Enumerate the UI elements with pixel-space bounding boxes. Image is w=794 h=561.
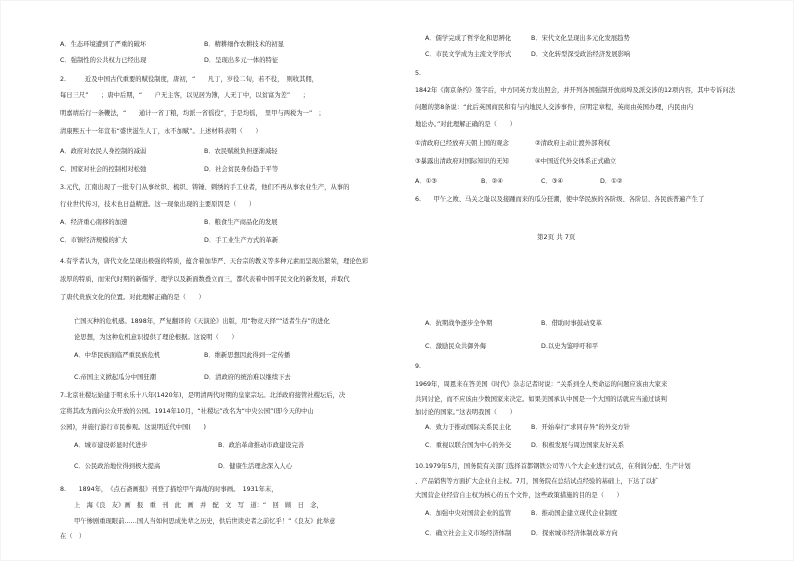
q9-line-1: 1969年，周恩来在答美国《时代》杂志记者时说：“关系到全人类命运的问题应该由大家来: [415, 381, 668, 388]
q2-line-4: 清康熙五十一年宣布“盛世滋生人丁，永不加赋”。上述材料表明（ ）: [60, 128, 262, 135]
q3-option-d: D．手工业生产方式的革新: [204, 237, 279, 244]
q5-option-b: B．宋代文化呈现出多元化发展趋势: [531, 35, 630, 42]
q5-option-d2: D．①②: [600, 178, 623, 185]
q9-option-d: D．积极发展与周边国家友好关系: [531, 442, 625, 449]
q5-statement-2: ②清政府主动让渡外部利权: [535, 140, 610, 147]
q7-option-d: D．健康生活理念深入人心: [218, 463, 293, 470]
q9-option-c: C．重视以联合国为中心的外交: [425, 442, 512, 449]
q7-option-b: B．政治革命推动市政建设完善: [218, 442, 305, 449]
q5-option-a2: A．①③: [415, 178, 437, 185]
q3-option-b: B．粮食生产商品化的发展: [204, 219, 278, 226]
q7-option-a: A．城市建设彰显时代进步: [74, 442, 148, 449]
q8-line-2: 上 海《良 友》画 报 重 刊 此 画 并 配 文 写 道：“ 回 顾 日 念，: [74, 502, 323, 509]
q2-option-a: A．政府对农民人身控制的减弱: [60, 148, 147, 155]
q2-option-d: D．社会贫民身份趋于平等: [204, 166, 279, 173]
q7-option-c: C．公民政治地位得到极大提高: [74, 463, 161, 470]
q10-option-c: C．确立社会主义市场经济体制: [425, 530, 512, 537]
q5-line-1: 1842年《南京条约》签字后，中方同英方发出照会，并开列各国强制开放商埠及派交涉的12项内容，其中专诉问法: [415, 87, 735, 94]
q1-option-c: C．强制性的公共权力已经出现: [60, 57, 147, 64]
q8-line-4: 在（ ）: [60, 533, 86, 540]
page-footer: 第2页 共 7页: [537, 233, 576, 241]
q1-option-b: B．精耕细作农耕技术的初显: [204, 41, 284, 48]
q8-option-c: C．激励民众共御外侮: [425, 343, 487, 350]
q4-line-1: 4.有学者认为，唐代文化呈现出极强的特质，蕴含着加华严、天台宗的教义等多种元素而呈现出繁荣，理论色彩: [60, 258, 369, 265]
q5-option-b2: B．②④: [481, 178, 503, 185]
q10-line-1: 10.1979年5月，国务院有关部门选择首都钢铁公司等八个大企业进行试点，在利润分配、生产计划: [415, 463, 691, 470]
q8-option-d: D.以史为鉴呼吁和平: [541, 343, 599, 350]
q2-option-b: B．农民赋税负担逐渐减轻: [204, 148, 278, 155]
q10-option-b: B．推动国企建立现代企业制度: [531, 510, 618, 517]
q5-statement-1: ①清政府已经放弃天朝上国的观念: [415, 140, 509, 147]
q1-option-d: D．呈现出多元一体的特征: [204, 57, 279, 64]
q9-line-3: 加讨论的国家。”这表明我国（ ）: [415, 409, 516, 416]
q2-line-2: 每日三尺” ；唐中后期，“ 户无主客，以见居为簿，人无丁中，以贫富为差” ；: [60, 92, 310, 99]
q9-option-b: B．开始奉行“求同存异”的外交方针: [531, 424, 631, 431]
q5-number: 5.: [415, 70, 422, 77]
q6-option-c: C.帝国主义掀起瓜分中国狂潮: [74, 374, 156, 381]
q8-line-1: 8. 1894年， 《点石斋画报》刊登了描绘甲午海战的时事画。 1931年末，: [60, 486, 278, 493]
q8-option-a: A．抗期战争逐步全争期: [425, 320, 493, 327]
q5-statement-4: ④中国近代外交体系正式确立: [535, 158, 617, 165]
q8-option-b: B．借助时事鼓动变革: [541, 320, 602, 327]
q10-option-d: D．探索城市经济体制改革方向: [531, 530, 618, 537]
q5-option-a: A．儒学完成了哲学化和思辨化: [425, 35, 512, 42]
q9-option-a: A．致力于推动国际关系民主化: [425, 424, 512, 431]
q4-line-2: 浓厚的特质，而宋代时期的新儒学、理学以及新面数叠立而三，都代表着中国平民文化的新发展，并取代: [60, 276, 350, 283]
q9-line-2: 共同讨论，而不应该由少数国家来决定。如果美国承认中国是一个大国的话就应当通过谈判: [415, 396, 667, 403]
q6-continued-line-2: 论思想，为这种危机意识提供了理论根据。这说明（ ）: [74, 334, 238, 341]
q1-option-a: A．生态环境遭到了严重的破坏: [60, 41, 147, 48]
q3-option-a: A．经济重心南移的加速: [60, 219, 128, 226]
q7-line-3: 公园)，并施行游行市民参观。这说明近代中国( ): [60, 424, 206, 431]
q3-option-c: C．市镇经济规模的扩大: [60, 237, 128, 244]
q6-option-b: B．维新思想因此得到一定传播: [204, 352, 291, 359]
q8-line-3: 甲午惨剧重现眼前……国人当如何思成先辈之历史，供后世读史者之前忆乎！”《良友》此举意: [74, 518, 336, 525]
q4-line-3: 了唐代贵族文化的位置。对此理解正确的是（ ）: [60, 294, 205, 301]
q3-line-2: 行业世代传习，技术也日益精进。这一现象出现的主要原因是（ ）: [60, 201, 256, 208]
q7-line-2: 定将其改为面向公众开放的公园。1914年10月，“社稷坛”改名为“中央公园”(即今天的中山: [60, 408, 314, 415]
q2-option-c: C．国家对社会的控制相对松弛: [60, 166, 147, 173]
q2-line-3: 明嘉靖后行一条鞭法，“ 通计一省丁粮，均派一省徭役”，于是均徭， 里甲与两税为一” ；: [60, 110, 325, 117]
q6-line-1: 6. 甲午之败、马关之耻以及接踵而来的瓜分狂潮，使中华民族的各阶级、各阶层、各民族普遍产生了: [415, 196, 705, 203]
q6-continued-line-1: 亡国灭种的危机感。1898年，严复翻译的《天演论》出版，用“物竞天择”“适者生存”的进化: [74, 318, 330, 325]
q7-line-1: 7.北京社稷坛始建于明永乐十八年(1420年)，是明清两代时期的皇家宗坛。北洋政府接管社稷坛后，决: [60, 392, 346, 399]
q10-line-3: 大国营企业经营自主权为核心的五个文件，这些政策措施的目的是（ ）: [415, 492, 623, 499]
q6-option-d: D．清政府的统治难以继续下去: [204, 374, 291, 381]
q5-option-c2: C．③④: [541, 178, 563, 185]
q6-option-a: A．中华民族面临严重民族危机: [74, 352, 161, 359]
q5-line-3: 地讼办。”对此理解正确的是（ ）: [415, 121, 516, 128]
q2-line-1: 2. 近及中国古代重要的赋役制度，唐初，“ 凡丁，岁役二旬，若不役， 则收其佣，: [60, 76, 318, 83]
q10-option-a: A．加强中央对国营企业的监管: [425, 510, 512, 517]
q5-option-c: C．市民文学成为主流文学形式: [425, 51, 512, 58]
q10-line-2: 、产品销售等方面扩大企业自主权。7月，国务院在总结试点经验的基础上，下达了以扩: [415, 478, 659, 485]
q5-option-d: D．文化转型深受政治经济发展影响: [531, 51, 631, 58]
q9-number: 9.: [415, 363, 422, 370]
q5-statement-3: ③暴露出清政府对国际知识的无知: [415, 158, 509, 165]
q5-line-2: 问题的第8条说：“此后英国商民和有与内地民人交涉事件，应明定章程，英商由英国办理，内民由内: [415, 104, 694, 111]
q3-line-1: 3.元代，江南出现了一批专门从事丝织、梳织、铸锤、刺绣的手工业者，他们不再从事农业生产，从事的: [60, 184, 350, 191]
